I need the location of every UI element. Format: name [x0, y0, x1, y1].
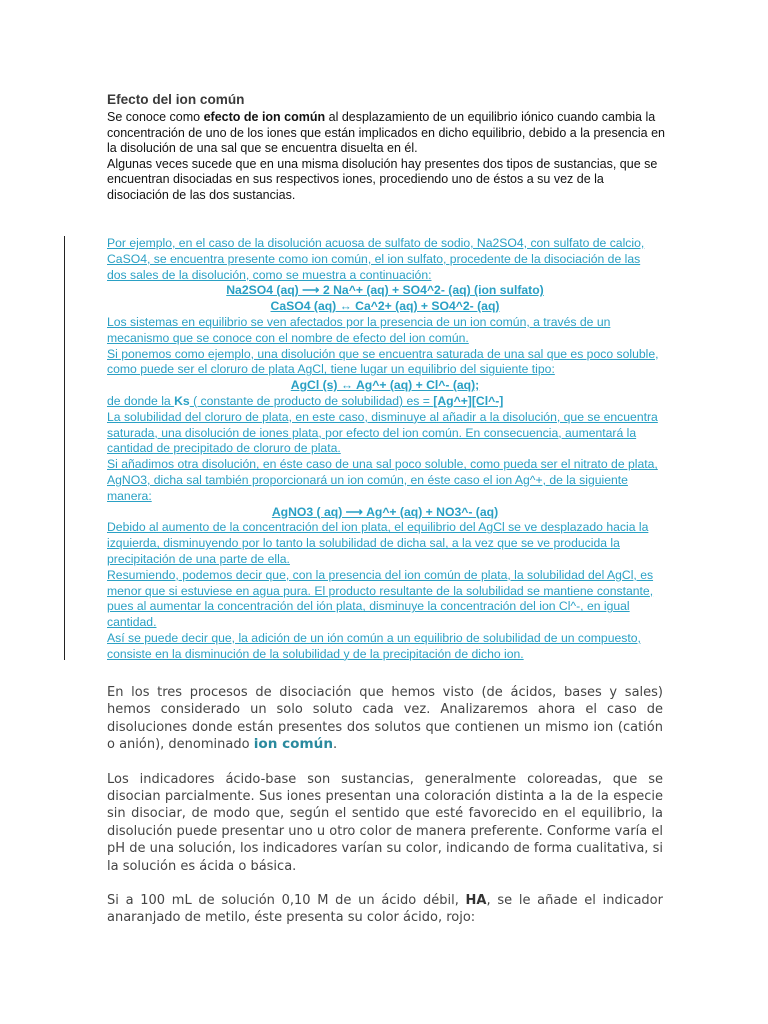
intro-paragraph-2: Algunas veces sucede que en una misma disolución hay presentes dos tipos de sustancias, que se encuentran disociadas en sus respectivos iones, procediendo uno de éstos a su vez de la disociación de las dos sustancias.: [107, 156, 658, 202]
ks-text-start: de donde la: [107, 393, 175, 408]
common-ion-text-start: En los tres procesos de disociación que hemos visto (de ácidos, bases y sales) hemos considerado un solo soluto cada vez. Analizaremos ahora el caso de disoluciones donde están presentes dos solutos que contienen un mismo ion (catión o anión), denominado: [107, 685, 663, 753]
common-ion-text-end: .: [333, 737, 338, 753]
example-acid-paragraph: [107, 892, 663, 927]
indicators-paragraph: Los indicadores ácido-base son sustancias, generalmente coloreadas, que se disocian parcialmente. Sus iones presentan una coloración distinta a la de la especie sin disociar, de modo que, según el sentido que esté favorecido en el equilibrio, la disolución puede presentar uno u otro color de manera preferente. Conforme varía el pH de una solución, los indicadores varían su color, indicando de forma cualitativa, si la solución es ácida o básica.: [107, 771, 663, 874]
common-ion-highlight: ion común: [253, 736, 334, 753]
example-paragraph-7: Resumiendo, podemos decir que, con la presencia del ion común de plata, la solubilidad del AgCl, es menor que si estuviese en agua pura. El producto resultante de la solubilidad se mantiene constante, pues al aumentar la concentración del ión plata, disminuye la concentración del ion Cl^-, en igual cantidad.: [107, 567, 654, 630]
indicator-section: [107, 684, 663, 944]
ks-formula: [Ag^+][Cl^-]: [433, 393, 504, 408]
section-title: Efecto del ion común: [107, 92, 245, 107]
quote-border: [64, 236, 65, 660]
example-section: [107, 236, 663, 663]
acid-text-start: Si a 100 mL de solución 0,10 M de un ácido débil,: [107, 893, 466, 909]
equation-3: AgCl (s) ↔ Ag^+ (aq) + Cl^- (aq);: [290, 378, 480, 393]
ks-text-middle: ( constante de producto de solubilidad) es =: [189, 393, 434, 408]
equation-4: AgNO3 ( aq) ⟶ Ag^+ (aq) + NO3^- (aq): [271, 504, 499, 519]
common-ion-paragraph: [107, 684, 663, 754]
example-paragraph-6: Debido al aumento de la concentración del ion plata, el equilibrio del AgCl se ve desplazado hacia la izquierda, disminuyendo por lo tanto la solubilidad de dicha sal, a la vez que se ve producida la precipitación de una parte de ella.: [107, 520, 649, 566]
equation-2: CaSO4 (aq) ↔ Ca^2+ (aq) + SO4^2- (aq): [270, 299, 500, 314]
example-paragraph-8: Así se puede decir que, la adición de un ión común a un equilibrio de solubilidad de un compuesto, consiste en la disminución de la solubilidad y de la precipitación de dicho ion.: [107, 630, 641, 661]
acid-text-end: , se le añade el indicador anaranjado de metilo, éste presenta su color ácido, rojo:: [107, 893, 663, 926]
example-paragraph-4: La solubilidad del cloruro de plata, en este caso, disminuye al añadir a la disolución, que se encuentra saturada, una disolución de iones plata, por efecto del ion común. En consecuencia, aumentará la cantidad de precipitado de cloruro de plata.: [107, 409, 658, 456]
equation-1: Na2SO4 (aq) ⟶ 2 Na^+ (aq) + SO4^2- (aq) (ion sulfato): [226, 283, 544, 298]
intro-section: [107, 92, 667, 204]
intro-text-end: al desplazamiento de un equilibrio iónico cuando cambia la concentración de uno de los iones que están implicados en dicho equilibrio, debido a la presencia en la disolución de una sal que se encuentra disuelta en él.: [107, 110, 666, 156]
acid-formula: HA: [465, 893, 487, 909]
intro-text-start: Se conoce como: [107, 110, 204, 124]
example-paragraph-1: Por ejemplo, en el caso de la disolución acuosa de sulfato de sodio, Na2SO4, con sulfato de calcio, CaSO4, se encuentra presente como ion común, el ion sulfato, procedente de la disociación de las dos sales de la disolución, como se muestra a continuación:: [107, 236, 645, 282]
ks-line: [107, 394, 663, 410]
example-paragraph-2: Los sistemas en equilibrio se ven afectados por la presencia de un ion común, a través de un mecanismo que se conoce con el nombre de efecto del ion común.: [107, 314, 611, 345]
intro-paragraph: [107, 110, 667, 157]
example-paragraph-5: Si añadimos otra disolución, en éste caso de una sal poco soluble, como pueda ser el nitrato de plata, AgNO3, dicha sal también proporcionará un ion común, en éste caso el ion Ag^+, de la siguiente manera:: [107, 457, 658, 503]
example-paragraph-3: Si ponemos como ejemplo, una disolución que se encuentra saturada de una sal que es poco soluble, como puede ser el cloruro de plata AgCl, tiene lugar un equilibrio del siguiente tipo:: [107, 346, 659, 377]
ks-bold: Ks: [174, 393, 190, 408]
intro-bold-term: efecto de ion común: [203, 110, 326, 124]
